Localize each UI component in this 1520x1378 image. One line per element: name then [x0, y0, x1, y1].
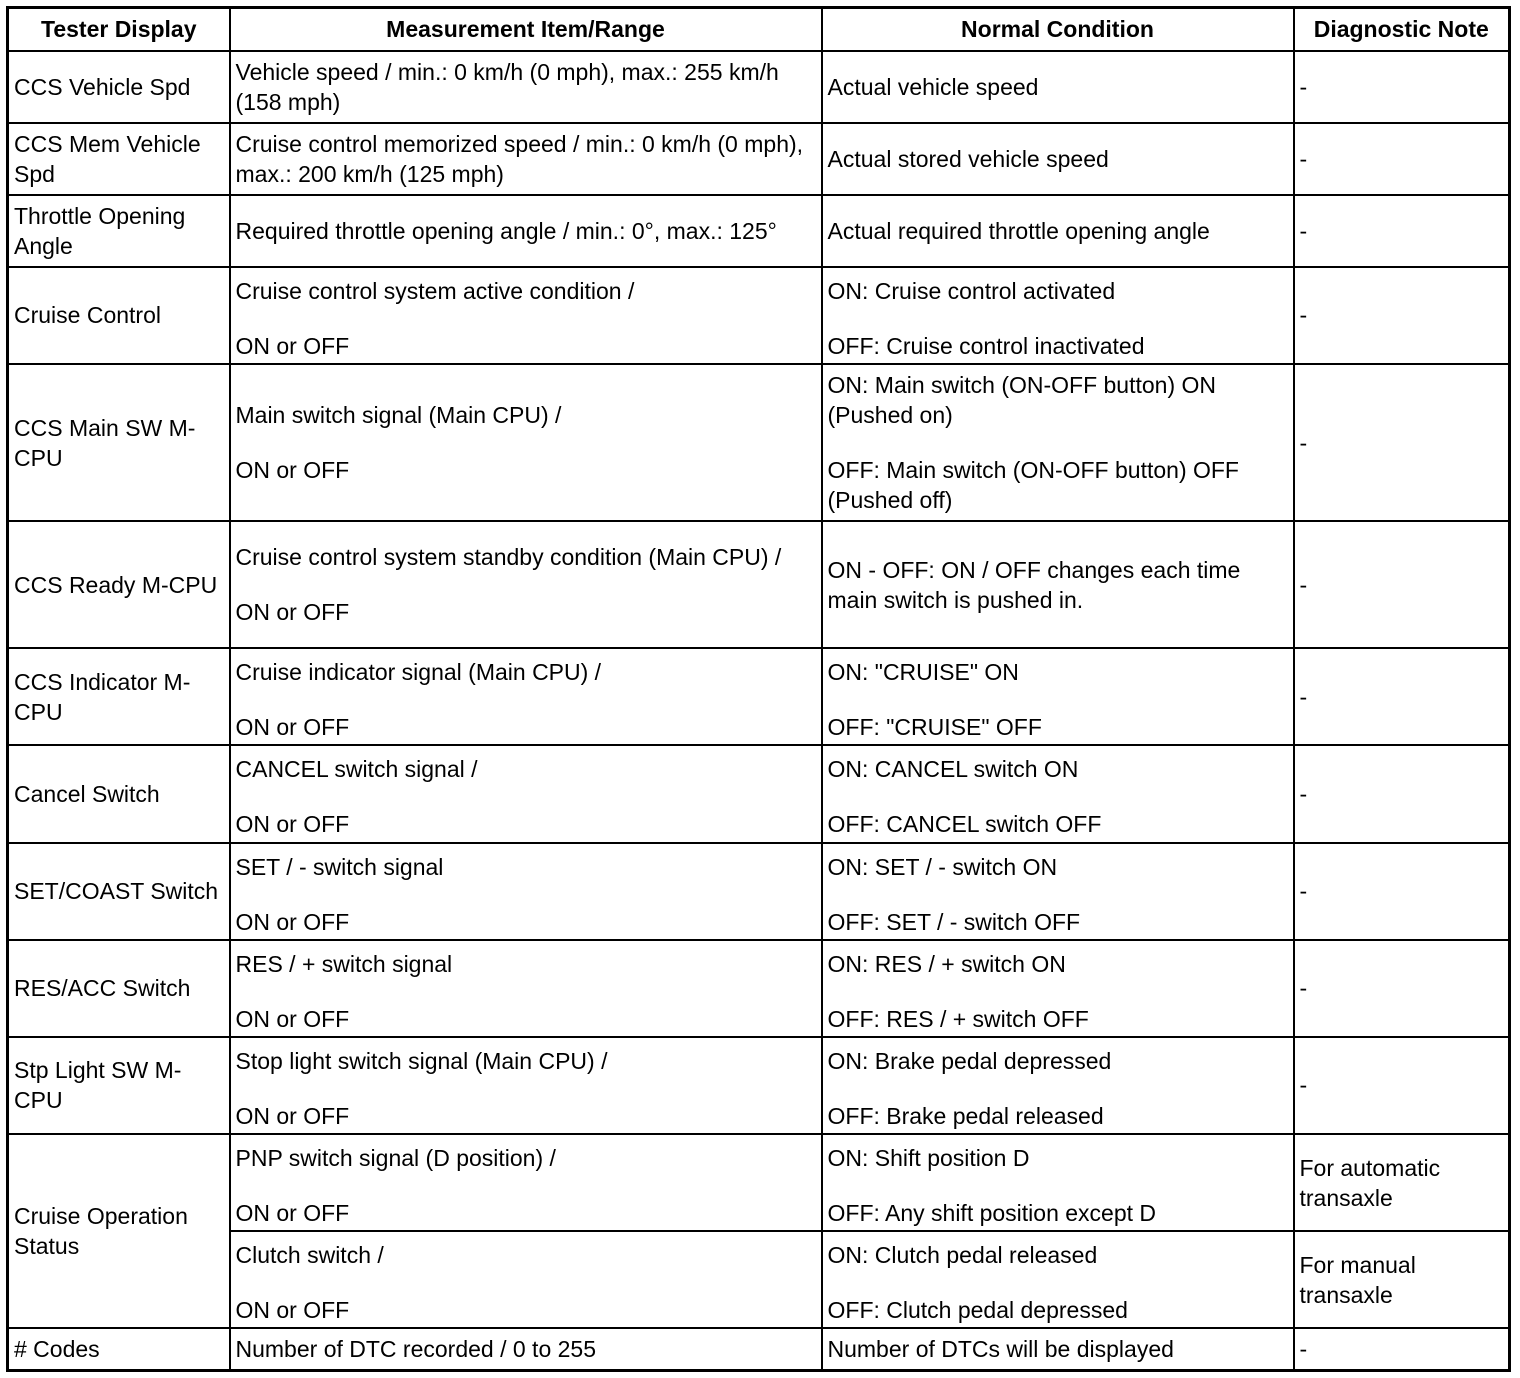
measurement-cell	[230, 843, 822, 940]
table-row	[8, 745, 1510, 842]
condition-line: OFF: Clutch pedal depressed	[827, 1297, 1128, 1324]
table-row	[8, 648, 1510, 745]
measurement-line: ON or OFF	[235, 1005, 350, 1032]
condition-cell	[822, 745, 1294, 842]
measurement-cell: Number of DTC recorded / 0 to 255	[230, 1328, 822, 1370]
table-row	[8, 123, 1510, 195]
note-cell: -	[1294, 940, 1510, 1037]
tester-display-cell: CCS Indicator M-CPU	[8, 648, 230, 745]
condition-cell	[822, 940, 1294, 1037]
measurement-cell	[230, 364, 822, 521]
tester-display-cell: Cancel Switch	[8, 745, 230, 842]
tester-display-cell: Throttle Opening Angle	[8, 195, 230, 267]
condition-line: ON: RES / + switch ON	[827, 950, 1066, 977]
note-cell: -	[1294, 123, 1510, 195]
condition-line: OFF: Brake pedal released	[827, 1102, 1104, 1129]
measurement-line: SET / - switch signal	[235, 853, 444, 880]
measurement-line: ON or OFF	[235, 811, 350, 838]
measurement-cell	[230, 1037, 822, 1134]
measurement-line: Main switch signal (Main CPU) /	[235, 402, 562, 429]
table-row	[8, 1134, 1510, 1231]
condition-line: ON: CANCEL switch ON	[827, 756, 1079, 783]
measurement-cell: Required throttle opening angle / min.: 0°, max.: 125°	[230, 195, 822, 267]
condition-line: ON: Cruise control activated	[827, 277, 1116, 304]
condition-cell	[822, 1037, 1294, 1134]
measurement-line: RES / + switch signal	[235, 950, 453, 977]
condition-cell: ON - OFF: ON / OFF changes each time main switch is pushed in.	[822, 521, 1294, 648]
table-row	[8, 1328, 1510, 1370]
note-cell: -	[1294, 51, 1510, 123]
measurement-line: ON or OFF	[235, 457, 350, 484]
measurement-line: ON or OFF	[235, 714, 350, 741]
table-row	[8, 267, 1510, 364]
header-diagnostic-note: Diagnostic Note	[1294, 8, 1510, 51]
condition-cell	[822, 1134, 1294, 1231]
measurement-line: ON or OFF	[235, 1200, 350, 1227]
condition-line: OFF: "CRUISE" OFF	[827, 714, 1042, 741]
table-row	[8, 1037, 1510, 1134]
condition-line: OFF: Cruise control inactivated	[827, 332, 1145, 359]
table-row	[8, 521, 1510, 648]
condition-line: OFF: Main switch (ON-OFF button) OFF (Pushed off)	[827, 457, 1239, 514]
tester-display-cell: CCS Vehicle Spd	[8, 51, 230, 123]
condition-line: ON: Clutch pedal released	[827, 1242, 1098, 1269]
measurement-line: Cruise control system standby condition (Main CPU) /	[235, 544, 782, 571]
table-row	[8, 940, 1510, 1037]
tester-display-cell: RES/ACC Switch	[8, 940, 230, 1037]
measurement-cell	[230, 267, 822, 364]
condition-cell	[822, 364, 1294, 521]
condition-cell	[822, 843, 1294, 940]
tester-display-cell: CCS Mem Vehicle Spd	[8, 123, 230, 195]
condition-cell: Actual vehicle speed	[822, 51, 1294, 123]
header-tester-display: Tester Display	[8, 8, 230, 51]
note-cell: -	[1294, 648, 1510, 745]
note-cell: -	[1294, 1328, 1510, 1370]
condition-line: ON: "CRUISE" ON	[827, 659, 1019, 686]
condition-cell: Number of DTCs will be displayed	[822, 1328, 1294, 1370]
measurement-line: ON or OFF	[235, 1102, 350, 1129]
condition-line: OFF: Any shift position except D	[827, 1200, 1157, 1227]
condition-line: OFF: CANCEL switch OFF	[827, 811, 1102, 838]
measurement-cell	[230, 745, 822, 842]
measurement-cell	[230, 1134, 822, 1231]
note-cell: -	[1294, 843, 1510, 940]
note-cell: -	[1294, 745, 1510, 842]
diagnostic-data-table	[6, 6, 1511, 1372]
header-normal-condition: Normal Condition	[822, 8, 1294, 51]
tester-display-cell: Stp Light SW M-CPU	[8, 1037, 230, 1134]
condition-line: OFF: RES / + switch OFF	[827, 1005, 1089, 1032]
note-cell: -	[1294, 521, 1510, 648]
measurement-line: Stop light switch signal (Main CPU) /	[235, 1047, 608, 1074]
condition-cell: Actual required throttle opening angle	[822, 195, 1294, 267]
measurement-line: Cruise indicator signal (Main CPU) /	[235, 659, 602, 686]
condition-line: ON: Shift position D	[827, 1145, 1030, 1172]
table-row	[8, 1231, 1510, 1328]
measurement-line: Cruise control system active condition /	[235, 277, 635, 304]
measurement-line: ON or OFF	[235, 908, 350, 935]
tester-display-cell: SET/COAST Switch	[8, 843, 230, 940]
tester-display-cell: Cruise Operation Status	[8, 1134, 230, 1328]
tester-display-cell: CCS Main SW M-CPU	[8, 364, 230, 521]
condition-cell	[822, 1231, 1294, 1328]
condition-line: ON: Brake pedal depressed	[827, 1047, 1112, 1074]
condition-line: OFF: SET / - switch OFF	[827, 908, 1081, 935]
measurement-line: Clutch switch /	[235, 1242, 384, 1269]
measurement-cell: Cruise control memorized speed / min.: 0 km/h (0 mph), max.: 200 km/h (125 mph)	[230, 123, 822, 195]
measurement-line: PNP switch signal (D position) /	[235, 1145, 556, 1172]
table-row	[8, 364, 1510, 521]
measurement-cell	[230, 1231, 822, 1328]
tester-display-cell: Cruise Control	[8, 267, 230, 364]
measurement-cell	[230, 940, 822, 1037]
header-row	[8, 8, 1510, 51]
note-cell: For manual transaxle	[1294, 1231, 1510, 1328]
tester-display-cell: # Codes	[8, 1328, 230, 1370]
measurement-line: ON or OFF	[235, 599, 350, 626]
measurement-cell	[230, 521, 822, 648]
condition-cell	[822, 267, 1294, 364]
header-measurement-item: Measurement Item/Range	[230, 8, 822, 51]
measurement-line: ON or OFF	[235, 1297, 350, 1324]
condition-line: ON: SET / - switch ON	[827, 853, 1058, 880]
measurement-cell	[230, 648, 822, 745]
measurement-cell: Vehicle speed / min.: 0 km/h (0 mph), max.: 255 km/h (158 mph)	[230, 51, 822, 123]
note-cell: For automatic transaxle	[1294, 1134, 1510, 1231]
note-cell: -	[1294, 1037, 1510, 1134]
note-cell: -	[1294, 195, 1510, 267]
note-cell: -	[1294, 267, 1510, 364]
table-row	[8, 51, 1510, 123]
condition-cell	[822, 648, 1294, 745]
table-row	[8, 195, 1510, 267]
condition-cell: Actual stored vehicle speed	[822, 123, 1294, 195]
tester-display-cell: CCS Ready M-CPU	[8, 521, 230, 648]
measurement-line: ON or OFF	[235, 332, 350, 359]
measurement-line: CANCEL switch signal /	[235, 756, 478, 783]
note-cell: -	[1294, 364, 1510, 521]
condition-line: ON: Main switch (ON-OFF button) ON (Pushed on)	[827, 372, 1217, 429]
table-row	[8, 843, 1510, 940]
